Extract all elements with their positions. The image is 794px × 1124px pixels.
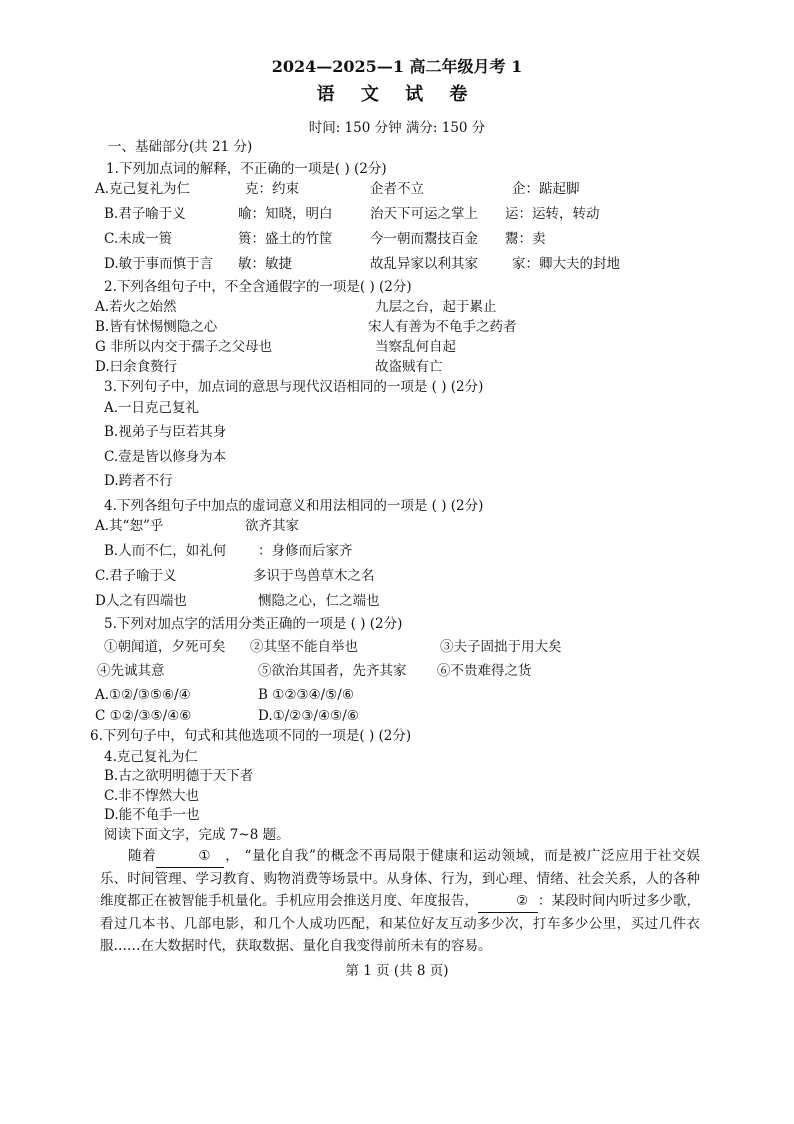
q6-stem: 6.下列句子中，句式和其他选项不同的一项是( ) (2分) [90,728,412,744]
reading-instruction: 阅读下面文字，完成 7~8 题。 [104,827,290,843]
q3-stem: 3.下列句子中，加点词的意思与现代汉语相同的一项是 ( ) (2分) [104,379,484,395]
blank-1: ① [156,845,224,868]
q6-option-a: 4.克己复礼为仁 [104,749,198,765]
q3-option-c: C.壹是皆以修身为本 [104,449,227,465]
section-heading: 一、基础部分(共 21 分) [108,139,253,155]
q3-option-b: B.视弟子与臣若其身 [104,424,227,440]
subject-title: 语 文 试 卷 [316,84,478,105]
q3-option-d: D.跨者不行 [104,473,173,489]
q2-stem: 2.下列各组句子中，不全含通假字的一项是( ) (2分) [104,279,412,295]
blank-2: ② [478,890,538,913]
q1-stem: 1.下列加点词的解释，不正确的一项是( ) (2分) [106,161,387,177]
q3-option-a: A.一日克己复礼 [104,400,200,416]
reading-passage: 随着 ① ， “量化自我”的概念不再局限于健康和运动领域，而是被广泛应用于社交娱乐、时间管理、学习教育、购物消费等场景中。从身体、行为，到心理、情绪、社会关系，人的各种维度都正在被智能手机量化。手机应用会推送月度、年度报告， ② ：某段时间内听过多少歌，看过几本书、几部电影，和几个人成功匹配，和某位好友互动多少次，打车多少公里，买过几件衣服……在大数据时代，获取数据、量化自我变得前所未有的容易。 [100,845,700,957]
q6-option-d: D.能不龟手一也 [104,807,200,823]
exam-page: 2024—2025—1 高二年级月考 1 语 文 试 卷 时间: 150 分钟 满分: 150 分 一、基础部分(共 21 分) 1.下列加点词的解释，不正确的一项是( ) (2分) A.克己复礼为仁 克：约束 企者不立 企：踮起脚 B.君子喻于义 喻：知晓，明白 治天下可运之掌上 运：运转，转动 C.未成一篑 篑：盛土的竹筐 今一朝而鬻技百金 鬻：卖 D.敏于事而慎于言 敏：敏捷 故乱异家以利其家 家：卿大夫的封地 2.下列各组句子中，不全含通假字的一项是( ) (2分) A.若火之始然 九层之台，起于累止 B.皆有怵惕恻隐之心 宋人有善为不龟手之药者 G 非所以内交于孺子之父母也 当察乱何自起 D.曰余食赘行 故盗贼有亡 3.下列句子中，加点词的意思与现代汉语相同的一项是 ( ) (2分) A.一日克己复礼 B.视弟子与臣若其身 C.壹是皆以修身为本 D.跨者不行 4.下列各组句子中加点的虚词意义和用法相同的一项是 ( ) (2分) A.其“恕”乎 欲齐其家 B.人而不仁，如礼何 ：身修而后家齐 C.君子喻于义 多识于鸟兽草木之名 D人之有四端也 恻隐之心，仁之端也 5.下列对加点字的活用分类正确的一项是 ( ) (2分) ①朝闻道，夕死可矣 ②其坚不能自举也 ③夫子固拙于用大矣 ④先诚其意 ⑤欲治其国者，先齐其家 ⑥不贵难得之货 A.①②/③⑤⑥/④ B ①②③④/⑤/⑥ C ①②/③⑤/④⑥ D.①/②③/④⑤/⑥ 6.下列句子中，句式和其他选项不同的一项是( ) (2分) 4.克己复礼为仁 B.古之欲明明德于天下者 C.非不惸然大也 D.能不龟手一也 阅读下面文字，完成 7~8 题。 随着 ① ， “量化自我”的概念不再局限于健康和运动领域，而是被广泛应用于社交娱乐、时间管理、学习教育、购物消费等场景中。从身体、行为，到心理、情绪、社会关系，人的各种维度都正在被智能手机量化。手机应用会推送月度、年度报告， ② ：某段时间内听过多少歌，看过几本书、几部电影，和几个人成功匹配，和某位好友互动多少次，打车多少公里，买过几件衣服……在大数据时代，获取数据、量化自我变得前所未有的容易。 第 1 页 (共 8 页) [0,0,794,1124]
q4-stem: 4.下列各组句子中加点的虚词意义和用法相同的一项是 ( ) (2分) [104,498,484,514]
page-footer: 第 1 页 (共 8 页) [345,963,449,979]
time-score: 时间: 150 分钟 满分: 150 分 [308,120,486,136]
q6-option-b: B.古之欲明明德于天下者 [104,768,254,784]
q5-stem: 5.下列对加点字的活用分类正确的一项是 ( ) (2分) [104,616,403,632]
exam-title: 2024—2025—1 高二年级月考 1 [271,57,523,76]
q6-option-c: C.非不惸然大也 [104,788,200,804]
